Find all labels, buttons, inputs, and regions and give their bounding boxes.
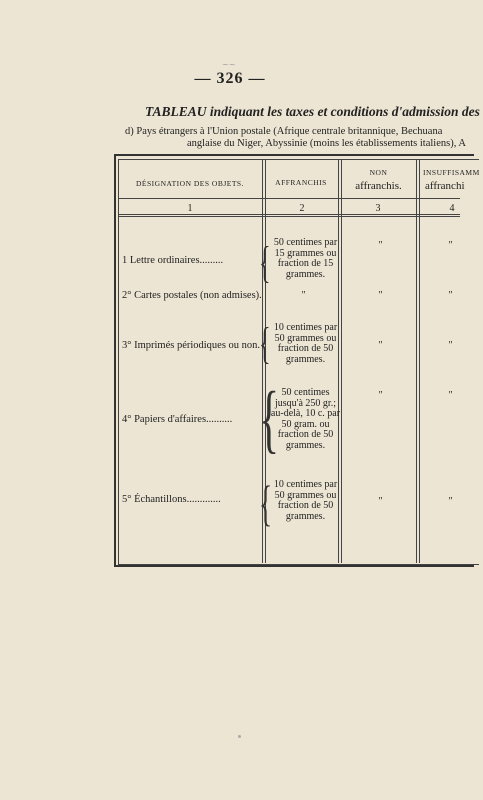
table-row-insuffisamment: ″ xyxy=(447,390,453,401)
brace-icon: { xyxy=(259,475,273,531)
table-row-label: 4° Papiers d'affaires.......... xyxy=(122,414,233,425)
brace-icon: { xyxy=(259,238,271,287)
table-row-non-affranchis: ″ xyxy=(377,240,383,251)
header-rule xyxy=(118,198,460,199)
table-row-non-affranchis: ″ xyxy=(377,290,383,301)
column-divider-3 xyxy=(416,159,420,563)
header-ornament: ~~ xyxy=(222,60,236,69)
subtitle-line-1: d) Pays étrangers à l'Union postale (Afrique centrale britannique, Bechuana xyxy=(125,126,443,137)
column-number-2: 2 xyxy=(299,203,305,214)
table-row-rate: ″ xyxy=(300,290,306,301)
table-row-label: 2° Cartes postales (non admises). xyxy=(122,290,262,301)
table-row-non-affranchis: ″ xyxy=(377,340,383,351)
subtitle xyxy=(125,126,465,150)
table-row-label: 5° Échantillons............. xyxy=(122,494,221,505)
paper-speck xyxy=(238,735,241,738)
table-row-rate: 50 centimes jusqu'à 250 gr.; au-delà, 10 c. par 50 gram. ou fraction de 50 grammes. xyxy=(270,387,341,451)
header-insuffisamment-small: INSUFFISAMM xyxy=(423,168,480,177)
table-row-insuffisamment: ″ xyxy=(447,496,453,507)
page-title: TABLEAU indiquant les taxes et conditions d'admission des xyxy=(145,104,480,119)
header-affranchis: AFFRANCHIS xyxy=(275,178,327,187)
table-row-label: 1 Lettre ordinaires......... xyxy=(122,255,224,266)
brace-icon: { xyxy=(259,319,271,368)
table-row-insuffisamment: ″ xyxy=(447,290,453,301)
table-row-insuffisamment: ″ xyxy=(447,340,453,351)
table-row-label: 3° Imprimés périodiques ou non. xyxy=(122,340,261,351)
table-row-rate: 10 centimes par 50 grammes ou fraction de 50 grammes. xyxy=(273,322,338,365)
brace-icon: { xyxy=(259,377,280,461)
header-non-small: NON xyxy=(369,168,388,177)
table-row-rate: 50 centimes par 15 grammes ou fraction de 15 grammes. xyxy=(273,237,338,280)
table-row-insuffisamment: ″ xyxy=(447,240,453,251)
column-number-4: 4 xyxy=(449,203,455,214)
table-row-rate: 10 centimes par 50 grammes ou fraction de 50 grammes. xyxy=(273,479,338,522)
column-number-rule xyxy=(118,214,460,217)
page-number: — 326 — xyxy=(194,70,266,87)
header-insuffisamment: affranchi xyxy=(425,180,465,192)
header-designation: DÉSIGNATION DES OBJETS. xyxy=(136,179,244,188)
table-row-non-affranchis: ″ xyxy=(377,496,383,507)
header-non-affranchis: affranchis. xyxy=(355,180,402,192)
column-number-3: 3 xyxy=(375,203,381,214)
column-number-1: 1 xyxy=(187,203,193,214)
table-row-non-affranchis: ″ xyxy=(377,390,383,401)
subtitle-line-2: anglaise du Niger, Abyssinie (moins les établissements italiens), A xyxy=(187,138,466,149)
